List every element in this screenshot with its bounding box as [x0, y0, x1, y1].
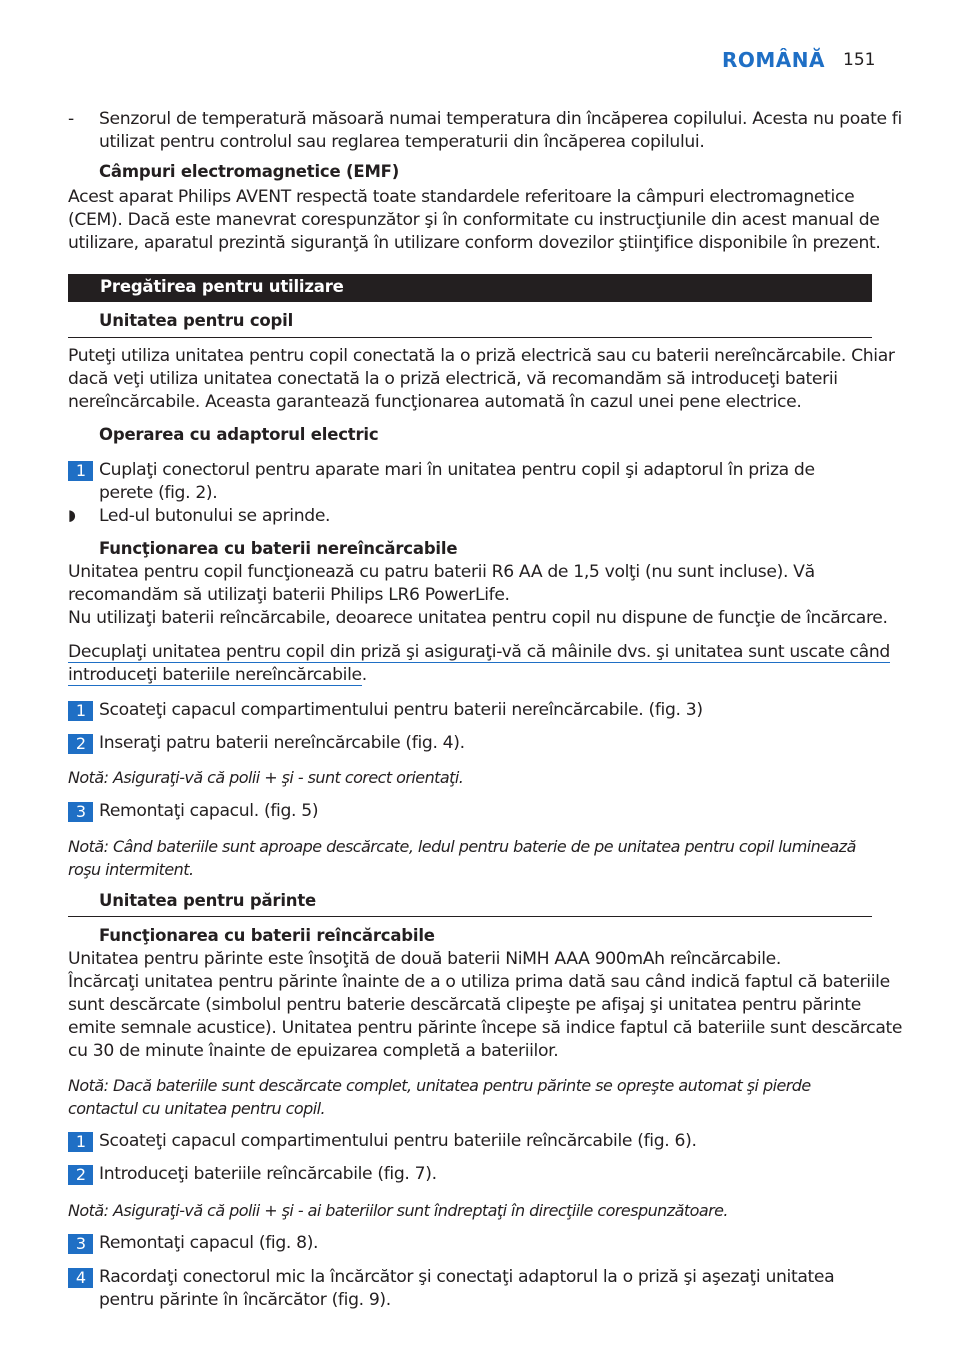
step-number-badge: 3	[68, 1234, 93, 1254]
parent-step1: Scoateţi capacul compartimentului pentru bateriile reîncărcabile (fig. 6).	[99, 1131, 697, 1151]
sensor-text-line1: Senzorul de temperatură măsoară numai temperatura din încăperea copilului. Acesta nu poate fi	[99, 109, 902, 129]
step-number-badge: 2	[68, 734, 93, 754]
step-number-badge: 2	[68, 1165, 93, 1185]
parent-text-line3: sunt descărcate (simbolul pentru baterie descărcată clipeşte pe afişaj şi unitatea pentru părinte	[68, 995, 861, 1015]
nonrech-text-line1: Unitatea pentru copil funcţionează cu patru baterii R6 AA de 1,5 volţi (nu sunt incluse). Vă	[68, 562, 815, 582]
note-depleted-line2: contactul cu unitatea pentru copil.	[68, 1099, 326, 1118]
parent-unit-rule	[68, 916, 872, 917]
parent-step3: Remontaţi capacul (fig. 8).	[99, 1233, 319, 1253]
sensor-text-line2: utilizat pentru controlul sau reglarea temperaturii din încăperea copilului.	[99, 132, 705, 152]
warning-text-1: Decuplaţi unitatea pentru copil din priză şi asiguraţi-vă că mâinile dvs. şi unitatea sunt uscate când	[68, 642, 890, 662]
baby-unit-title: Unitatea pentru copil	[99, 311, 294, 330]
parent-step2: Introduceţi bateriile reîncărcabile (fig. 7).	[99, 1164, 437, 1184]
step-number-badge: 1	[68, 461, 93, 481]
adapter-step1-line2: perete (fig. 2).	[99, 483, 218, 503]
baby-text-line1: Puteţi utiliza unitatea pentru copil conectată la o priză electrică sau cu baterii nereîncărcabile. Chiar	[68, 346, 895, 366]
warning-text-2: introduceţi bateriile nereîncărcabile	[68, 665, 362, 685]
dash-marker: -	[68, 109, 74, 129]
section-title: Pregătirea pentru utilizare	[100, 277, 344, 296]
baby-unit-rule	[68, 337, 872, 338]
parent-step4-line1: Racordaţi conectorul mic la încărcător şi conectaţi adaptorul la o priză şi aşezaţi unitatea	[99, 1267, 835, 1287]
result-arrow-icon: ◗	[68, 506, 76, 524]
note-battery-direction: Notă: Asiguraţi-vă că polii + şi - ai bateriilor sunt îndreptaţi în direcţiile corespunzătoare.	[68, 1201, 728, 1220]
baby-step1: Scoateţi capacul compartimentului pentru baterii nereîncărcabile. (fig. 3)	[99, 700, 703, 720]
adapter-heading: Operarea cu adaptorul electric	[99, 425, 379, 444]
warning-line1	[68, 641, 890, 664]
emf-heading: Câmpuri electromagnetice (EMF)	[99, 162, 400, 181]
adapter-result: Led-ul butonului se aprinde.	[99, 506, 331, 526]
baby-step3: Remontaţi capacul. (fig. 5)	[99, 801, 319, 821]
parent-step4-line2: pentru părinte în încărcător (fig. 9).	[99, 1290, 391, 1310]
nonrech-text-line3: Nu utilizaţi baterii reîncărcabile, deoarece unitatea pentru copil nu dispune de funcţie de încărcare.	[68, 608, 888, 628]
baby-text-line2: dacă veţi utiliza unitatea conectată la o priză electrică, vă recomandăm să introduceţi baterii	[68, 369, 838, 389]
baby-step2: Inseraţi patru baterii nereîncărcabile (fig. 4).	[99, 733, 465, 753]
rech-heading: Funcţionarea cu baterii reîncărcabile	[99, 926, 435, 945]
note-depleted-line1: Notă: Dacă bateriile sunt descărcate complet, unitatea pentru părinte se opreşte automat şi pierde	[68, 1076, 811, 1095]
emf-text-line1: Acest aparat Philips AVENT respectă toate standardele referitoare la câmpuri electromagnetice	[68, 187, 855, 207]
emf-text-line3: utilizare, aparatul prezintă siguranţă în utilizare conform dovezilor ştiinţifice disponibile în prezent.	[68, 233, 881, 253]
warning-period: .	[361, 665, 367, 685]
page-number: 151	[843, 50, 876, 70]
language-header: ROMÂNĂ	[722, 48, 825, 72]
parent-text-line1: Unitatea pentru părinte este însoţită de două baterii NiMH AAA 900mAh reîncărcabile.	[68, 949, 782, 969]
parent-text-line2: Încărcaţi unitatea pentru părinte înainte de a o utiliza prima dată sau când indică faptul că bateriile	[68, 972, 890, 992]
section-bar-preparation	[68, 274, 872, 302]
step-number-badge: 4	[68, 1268, 93, 1288]
step-number-badge: 3	[68, 802, 93, 822]
step-number-badge: 1	[68, 701, 93, 721]
parent-text-line5: cu 30 de minute înainte de epuizarea completă a bateriilor.	[68, 1041, 559, 1061]
step-number-badge: 1	[68, 1132, 93, 1152]
baby-text-line3: nereîncărcabile. Aceasta garantează funcţionarea automată în cazul unei pene electrice.	[68, 392, 802, 412]
note-low-battery-line1: Notă: Când bateriile sunt aproape descărcate, ledul pentru baterie de pe unitatea pentru copil luminează	[68, 837, 856, 856]
nonrech-heading: Funcţionarea cu baterii nereîncărcabile	[99, 539, 458, 558]
note-polarity: Notă: Asiguraţi-vă că polii + şi - sunt corect orientaţi.	[68, 768, 464, 787]
nonrech-text-line2: recomandăm să utilizaţi baterii Philips LR6 PowerLife.	[68, 585, 510, 605]
note-low-battery-line2: roşu intermitent.	[68, 860, 194, 879]
adapter-step1-line1: Cuplaţi conectorul pentru aparate mari în unitatea pentru copil şi adaptorul în priza de	[99, 460, 815, 480]
parent-unit-title: Unitatea pentru părinte	[99, 891, 317, 910]
warning-line2	[68, 664, 367, 687]
emf-text-line2: (CEM). Dacă este manevrat corespunzător şi în conformitate cu instrucţiunile din acest manual de	[68, 210, 880, 230]
parent-text-line4: emite semnale acustice). Unitatea pentru părinte începe să indice faptul că bateriile sunt descărcate	[68, 1018, 903, 1038]
